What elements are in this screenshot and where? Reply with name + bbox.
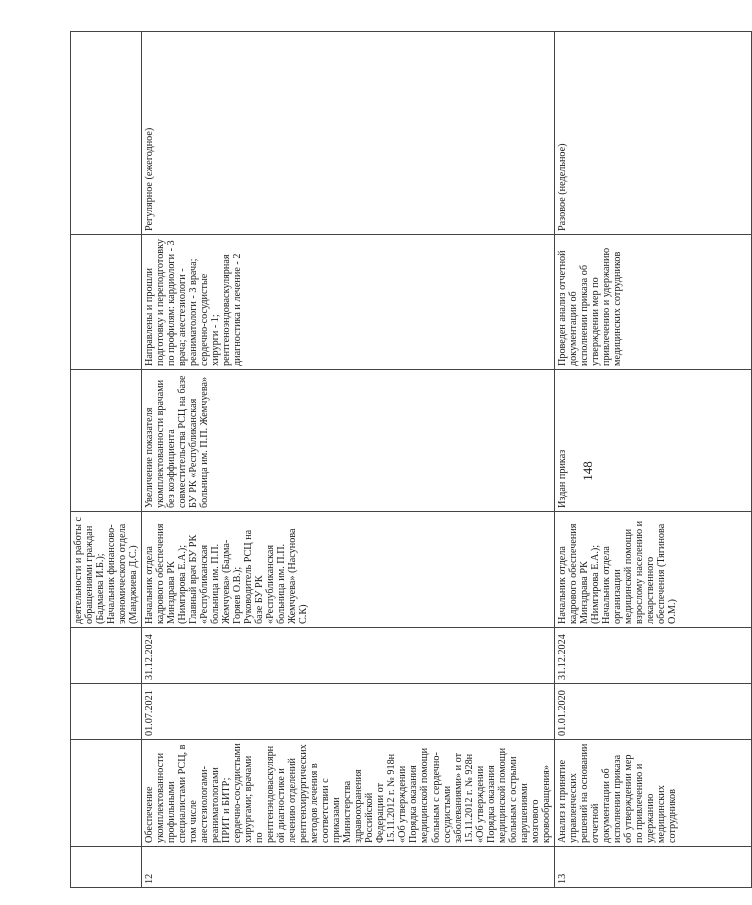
periodicity-cell	[71, 32, 142, 235]
start-date-cell	[71, 684, 142, 740]
responsible-cell: деятельности и работы с обращениями граждан (Бадмаева И.Б.); Начальник финансово-экономического отдела (Манджиева Д.С.)	[71, 512, 142, 628]
result-cell	[71, 235, 142, 370]
measure-cell: Обеспечение укомплектованности профильными специалистами РСЦ, в том числе анестезиологами-реаниматологами ПРИТ и БИТР; сердечно-сосудистыми хирургами; врачами по рентгенэндоваскулярной диагностике и лечению отделений рентгенхирургических методов лечения в соответствии с приказами Министерства здравоохранения Российской Федерации от 15.11.2012 г. № 918н «Об утверждении Порядка оказания медицинской помощи больным с сердечно-сосудистыми заболеваниями» и от 15.11.2012 г. № 928н «Об утверждении Порядка оказания медицинской помощи больным с острыми нарушениями мозгового кровообращения»	[142, 740, 555, 847]
page-number: 148	[580, 461, 595, 481]
end-date-cell: 31.12.2024	[142, 628, 555, 684]
end-date-cell: 31.12.2024	[554, 628, 751, 684]
table-row	[142, 32, 555, 888]
end-date-cell	[71, 628, 142, 684]
indicator-cell	[71, 370, 142, 512]
indicator-cell: Увеличение показателя укомплектованности врачами без коэффициента совместительства РСЦ на базе БУ РК «Республиканская больница им. П.П. Жемчуева»	[142, 370, 555, 512]
row-number: 13	[554, 847, 751, 888]
responsible-cell: Начальник отдела кадрового обеспечения Минздрава РК (Нимгирова Е.А.); Начальник отдела организации медицинской помощи взрослому населению и лекарственного обеспечения (Тягинова О.М.)	[554, 512, 751, 628]
table-row	[71, 32, 142, 888]
start-date-cell: 01.01.2020	[554, 684, 751, 740]
indicator-cell: Издан приказ	[554, 370, 751, 512]
row-number	[71, 847, 142, 888]
responsible-cell: Начальник отдела кадрового обеспечения Минздрава РК (Нимгирова Е.А.); Главный врач БУ РК «Республиканская больница им. П.П. Жемчуева» (Бадма-Горяев О.В.); Руководитель РСЦ на базе БУ РК «Республиканская больница им. П.П. Жемчуева» (Насунова С.К)	[142, 512, 555, 628]
row-number: 12	[142, 847, 555, 888]
periodicity-cell: Регулярное (ежегодное)	[142, 32, 555, 235]
start-date-cell: 01.07.2021	[142, 684, 555, 740]
periodicity-cell: Разовое (недельное)	[554, 32, 751, 235]
measure-cell: Анализ и принятие управленческих решений на основании отчетной документации об исполнении приказа об утверждении мер по привлечению и удержанию медицинских сотрудников	[554, 740, 751, 847]
measures-table	[70, 31, 752, 888]
result-cell: Проведен анализ отчетной документации об исполнении приказа об утверждении мер по привлечению и удержанию медицинских сотрудников	[554, 235, 751, 370]
result-cell: Направлены и прошли подготовку и переподготовку по профилям: кардиологи - 3 врача; анестезиологи - реаниматологи - 3 врача; сердечно-сосудистые хирурги - 1; рентгеноэндоваскулярная диагностика и лечение - 2	[142, 235, 555, 370]
measure-cell	[71, 740, 142, 847]
rotated-table-sheet	[70, 32, 678, 888]
